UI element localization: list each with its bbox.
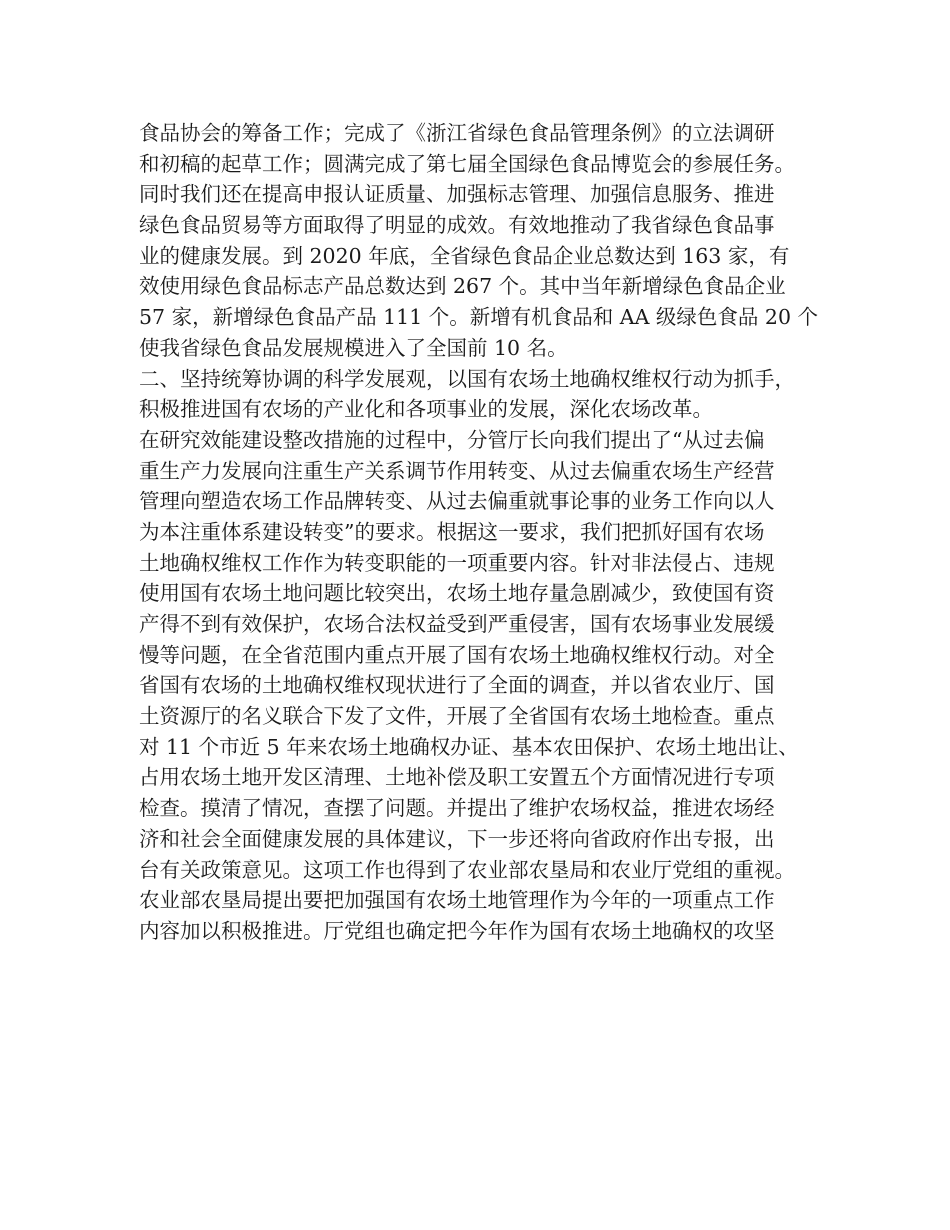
text-line: 产得不到有效保护，农场合法权益受到严重侵害，国有农场事业发展缓: [139, 612, 775, 636]
text-line: 慢等问题，在全省范围内重点开展了国有农场土地确权维权行动。对全: [139, 642, 775, 667]
text-line: 同时我们还在提高申报认证质量、加强标志管理、加强信息服务、推进: [139, 182, 775, 207]
text-line: 效使用绿色食品标志产品总数达到 267 个。其中当年新增绿色食品企业: [139, 274, 786, 299]
text-line: 为本注重体系建设转变”的要求。根据这一要求，我们把抓好国有农场: [139, 519, 765, 544]
text-line: 使用国有农场土地问题比较突出，农场土地存量急剧减少，致使国有资: [139, 581, 775, 606]
text-line: 重生产力发展向注重生产关系调节作用转变、从过去偏重农场生产经营: [139, 458, 775, 483]
text-line: 台有关政策意见。这项工作也得到了农业部农垦局和农业厅党组的重视。: [139, 857, 795, 882]
text-line: 57 家，新增绿色食品产品 111 个。新增有机食品和 AA 级绿色食品 20 个: [139, 305, 819, 330]
text-line: 使我省绿色食品发展规模进入了全国前 10 名。: [139, 335, 568, 360]
text-line: 土资源厅的名义联合下发了文件，开展了全省国有农场土地检查。重点: [139, 704, 775, 729]
text-line: 济和社会全面健康发展的具体建议，下一步还将向省政府作出专报，出: [139, 826, 775, 851]
text-line: 对 11 个市近 5 年来农场土地确权办证、基本农田保护、农场土地出让、: [139, 734, 799, 759]
section-heading-line: 积极推进国有农场的产业化和各项事业的发展，深化农场改革。: [139, 397, 713, 422]
text-line: 业的健康发展。到 2020 年底，全省绿色食品企业总数达到 163 家，有: [139, 243, 790, 268]
text-line: 土地确权维权工作作为转变职能的一项重要内容。针对非法侵占、违规: [139, 550, 775, 575]
text-line: 和初稿的起草工作；圆满完成了第七届全国绿色食品博览会的参展任务。: [139, 151, 795, 176]
document-body: [139, 118, 829, 947]
text-line: 检查。摸清了情况，查摆了问题。并提出了维护农场权益，推进农场经: [139, 796, 775, 821]
text-line: 食品协会的筹备工作；完成了《浙江省绿色食品管理条例》的立法调研: [139, 121, 775, 145]
text-line: 占用农场土地开发区清理、土地补偿及职工安置五个方面情况进行专项: [139, 765, 775, 790]
text-line: 在研究效能建设整改措施的过程中，分管厅长向我们提出了“从过去偏: [139, 427, 765, 452]
text-line: 省国有农场的土地确权维权现状进行了全面的调查，并以省农业厅、国: [139, 673, 775, 698]
text-line: 管理向塑造农场工作品牌转变、从过去偏重就事论事的业务工作向以人: [139, 489, 775, 514]
text-line: 绿色食品贸易等方面取得了明显的成效。有效地推动了我省绿色食品事: [139, 213, 775, 238]
text-line: 内容加以积极推进。厅党组也确定把今年作为国有农场土地确权的攻坚: [139, 918, 775, 943]
section-heading-line: 二、坚持统筹协调的科学发展观，以国有农场土地确权维权行动为抓手，: [139, 366, 795, 391]
text-line: 农业部农垦局提出要把加强国有农场土地管理作为今年的一项重点工作: [139, 888, 775, 913]
